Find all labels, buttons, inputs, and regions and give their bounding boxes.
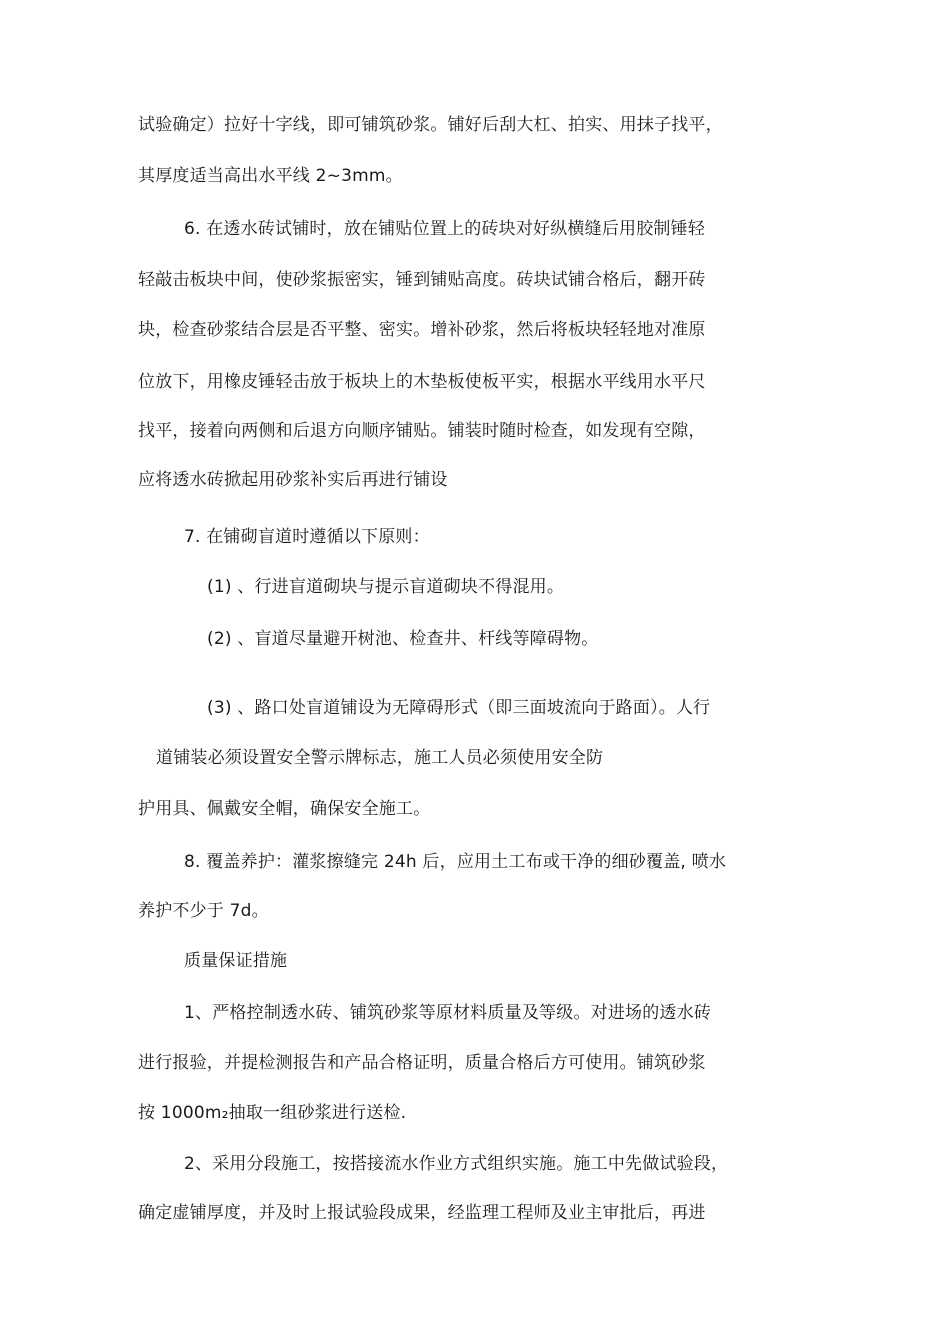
list-item-3-line-2: 道铺装必须设置安全警示牌标志，施工人员必须使用安全防 <box>156 748 604 768</box>
list-item-3-line-3: 护用具、佩戴安全帽，确保安全施工。 <box>138 799 431 819</box>
paragraph-6-line-5: 找平，接着向两侧和后退方向顺序铺贴。铺装时随时检查，如发现有空隙， <box>138 421 706 441</box>
paragraph-6-line-4: 位放下，用橡皮锤轻击放于板块上的木垫板使板平实，根据水平线用水平尺 <box>138 372 706 392</box>
measure-2-line-1: 2、采用分段施工，按搭接流水作业方式组织实施。施工中先做试验段， <box>184 1154 729 1174</box>
list-item-2: (2) 、盲道尽量避开树池、检查井、杆线等障碍物。 <box>207 629 599 649</box>
list-item-1: (1) 、行进盲道砌块与提示盲道砌块不得混用。 <box>207 577 565 597</box>
measure-2-line-2: 确定虚铺厚度，并及时上报试验段成果，经监理工程师及业主审批后，再进 <box>138 1203 706 1223</box>
paragraph-7-heading: 7. 在铺砌盲道时遵循以下原则： <box>184 527 430 547</box>
paragraph-6-line-1: 6. 在透水砖试铺时，放在铺贴位置上的砖块对好纵横缝后用胶制锤轻 <box>184 219 706 239</box>
measure-1-line-2: 进行报验，并提检测报告和产品合格证明，质量合格后方可使用。铺筑砂浆 <box>138 1053 706 1073</box>
paragraph-6-line-3: 块，检查砂浆结合层是否平整、密实。增补砂浆，然后将板块轻轻地对准原 <box>138 320 706 340</box>
paragraph-6-line-6: 应将透水砖掀起用砂浆补实后再进行铺设 <box>138 470 448 490</box>
paragraph-6-line-2: 轻敲击板块中间，使砂浆振密实，锤到铺贴高度。砖块试铺合格后，翻开砖 <box>138 270 706 290</box>
measure-1-line-3: 按 1000m₂抽取一组砂浆进行送检. <box>138 1103 407 1123</box>
measure-1-line-1: 1、严格控制透水砖、铺筑砂浆等原材料质量及等级。对进场的透水砖 <box>184 1003 712 1023</box>
list-item-3-line-1: (3) 、路口处盲道铺设为无障碍形式（即三面坡流向于路面）。人行 <box>207 698 711 718</box>
paragraph-8-line-1: 8. 覆盖养护：灌浆擦缝完 24h 后，应用土工布或干净的细砂覆盖, 喷水 <box>184 852 727 872</box>
text-line-2: 其厚度适当高出水平线 2~3mm。 <box>138 166 403 186</box>
paragraph-8-line-2: 养护不少于 7d。 <box>138 901 269 921</box>
text-line-1: 试验确定）拉好十字线，即可铺筑砂浆。铺好后刮大杠、拍实、用抹子找平， <box>138 115 723 135</box>
section-heading: 质量保证措施 <box>184 951 288 971</box>
